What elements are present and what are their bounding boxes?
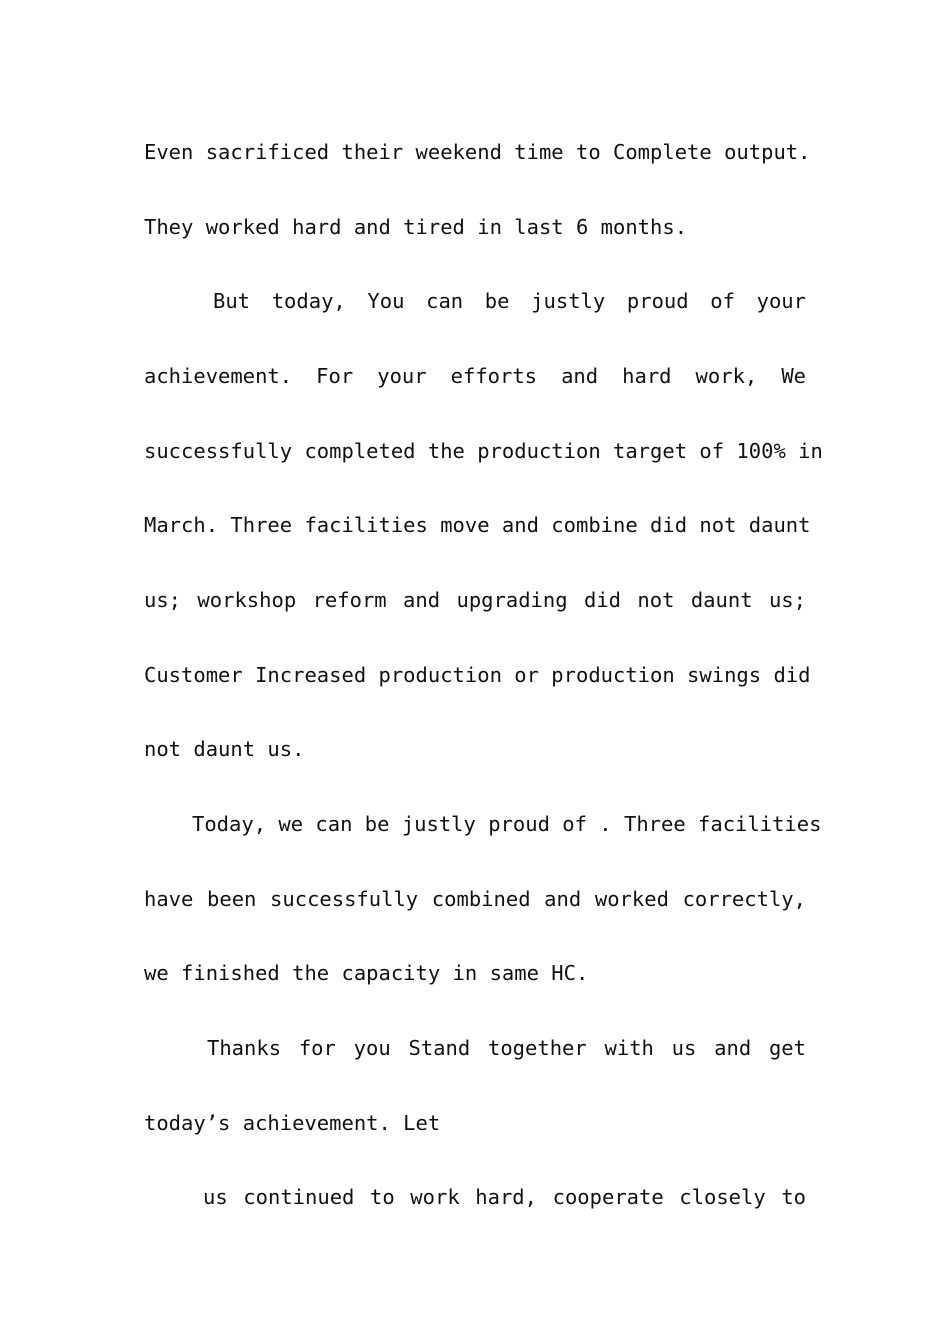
- paragraph-first-line: us continued to work hard, cooperate closely to: [203, 1185, 806, 1209]
- text-line: achievement. For your efforts and hard work, We: [144, 364, 806, 388]
- text-line: successfully completed the production target of 100% in: [144, 439, 823, 463]
- text-line: Customer Increased production or production swings did: [144, 663, 811, 687]
- text-line: not daunt us.: [144, 737, 305, 761]
- paragraph-first-line: Thanks for you Stand together with us and get: [207, 1036, 806, 1060]
- paragraph-first-line: But today, You can be justly proud of your: [213, 289, 806, 313]
- text-line: They worked hard and tired in last 6 months.: [144, 215, 688, 239]
- text-line: March. Three facilities move and combine did not daunt: [144, 513, 811, 537]
- text-line: Even sacrificed their weekend time to Complete output.: [144, 140, 811, 164]
- paragraph-first-line: Today, we can be justly proud of . Three facilities: [192, 812, 822, 836]
- text-line: we finished the capacity in same HC.: [144, 961, 589, 985]
- text-line: have been successfully combined and worked correctly,: [144, 887, 806, 911]
- text-line: us; workshop reform and upgrading did not daunt us;: [144, 588, 806, 612]
- text-line: today’s achievement. Let: [144, 1111, 441, 1135]
